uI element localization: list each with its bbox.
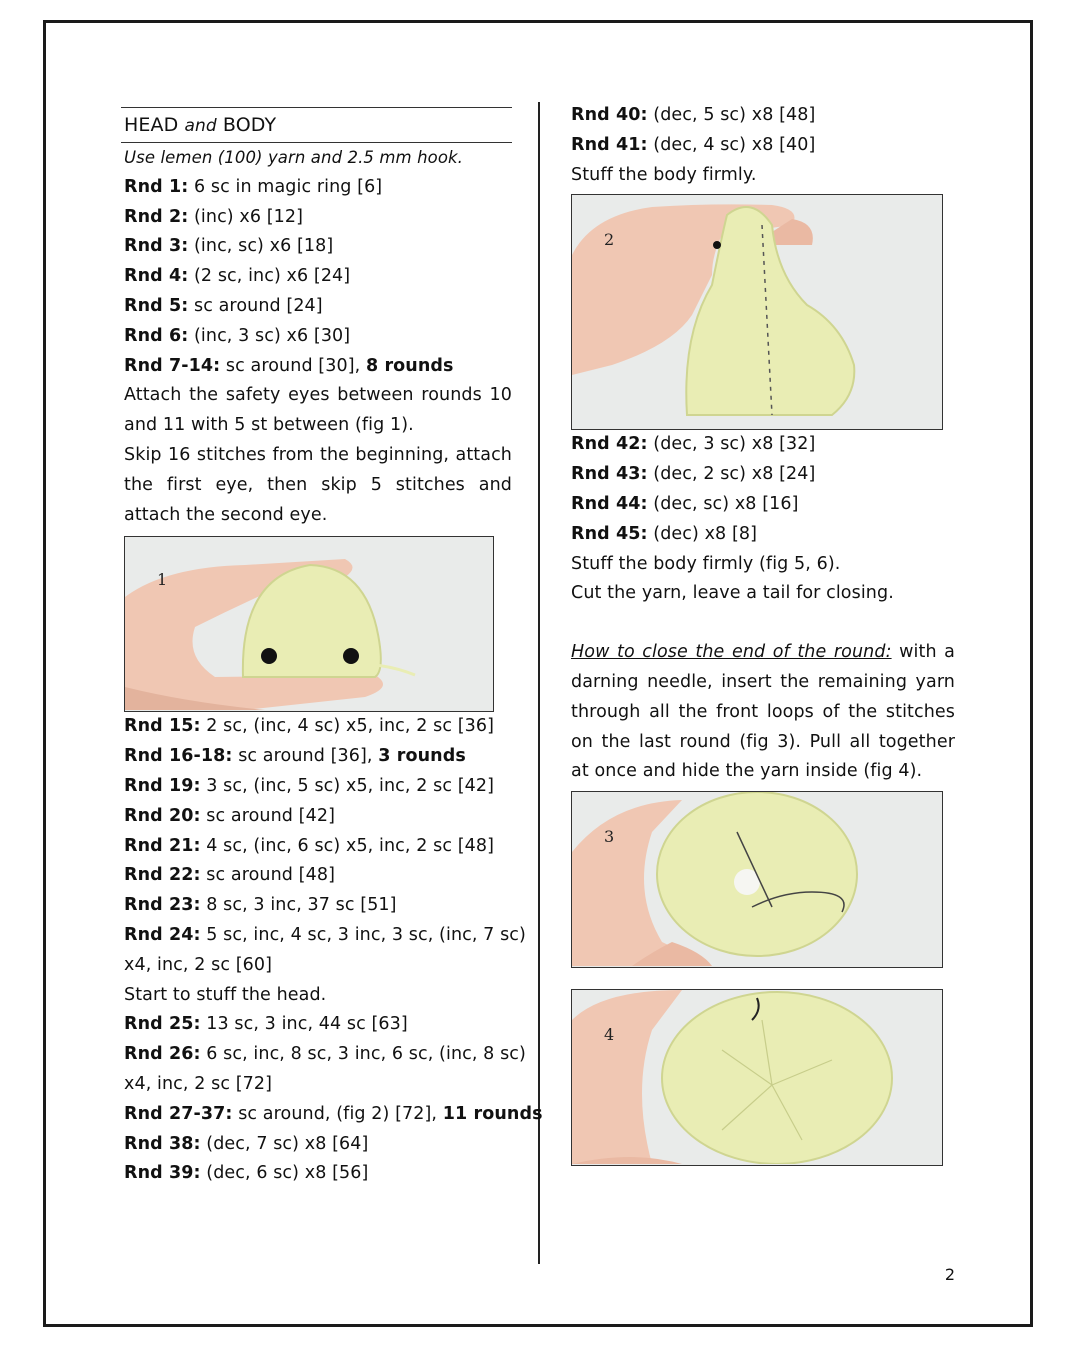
section-heading: HEAD and BODY: [121, 107, 512, 143]
round-label: Rnd 2:: [124, 206, 189, 227]
round-text: sc around, (fig 2) [72],: [232, 1103, 443, 1124]
pattern-line: [571, 430, 955, 460]
pattern-line: [124, 742, 512, 772]
round-text: 3 sc, (inc, 5 sc) x5, inc, 2 sc [42]: [200, 775, 495, 796]
round-label: Rnd 16-18:: [124, 746, 233, 767]
pattern-line: [124, 772, 512, 802]
pattern-line: [124, 861, 512, 891]
round-text: 5 sc, inc, 4 sc, 3 inc, 3 sc, (inc, 7 sc): [200, 924, 526, 945]
round-text: 6 sc, inc, 8 sc, 3 inc, 6 sc, (inc, 8 sc): [200, 1044, 526, 1065]
round-text: Cut the yarn, leave a tail for closing.: [571, 583, 894, 604]
pattern-line: [124, 322, 512, 352]
round-text: (dec, sc) x8 [16]: [647, 493, 799, 514]
rounds-list-3: [571, 101, 955, 190]
figure-2-illustration: [572, 195, 941, 428]
round-label: Rnd 44:: [571, 493, 648, 514]
round-text: x4, inc, 2 sc [60]: [124, 954, 273, 975]
round-label: Rnd 24:: [124, 924, 201, 945]
round-text: sc around [42]: [200, 805, 335, 826]
round-label: Rnd 26:: [124, 1044, 201, 1065]
pattern-line: [124, 921, 526, 951]
rounds-list-1: [124, 173, 512, 382]
round-text: sc around [30],: [220, 355, 366, 376]
round-label: Rnd 20:: [124, 805, 201, 826]
round-label: Rnd 5:: [124, 295, 189, 316]
round-text: 2 sc, (inc, 4 sc) x5, inc, 2 sc [36]: [200, 716, 495, 737]
pattern-line: [124, 203, 512, 233]
round-text: 8 sc, 3 inc, 37 sc [51]: [200, 895, 397, 916]
pattern-line: [124, 951, 512, 981]
pattern-line: [124, 1040, 526, 1070]
round-label: Rnd 19:: [124, 775, 201, 796]
figure-4-photo: [571, 989, 943, 1166]
pattern-line: [124, 352, 512, 382]
round-label: Rnd 39:: [124, 1163, 201, 1184]
left-column: [124, 107, 543, 1189]
figure-2-photo: [571, 194, 943, 430]
figure-1-label: 1: [157, 570, 168, 590]
round-label: Rnd 7-14:: [124, 355, 221, 376]
pattern-line: [124, 1070, 512, 1100]
column-divider: [538, 102, 540, 1264]
pattern-line: [124, 891, 512, 921]
round-text: (dec, 5 sc) x8 [48]: [647, 105, 816, 125]
round-label: Rnd 42:: [571, 434, 648, 455]
round-label: Rnd 41:: [571, 134, 648, 155]
round-text: x4, inc, 2 sc [72]: [124, 1073, 273, 1094]
pattern-line: [571, 550, 955, 580]
round-text: (dec, 3 sc) x8 [32]: [647, 434, 816, 455]
figure-4-label: 4: [604, 1025, 615, 1045]
rounds-list-4: [571, 430, 955, 609]
figure-3-illustration: [572, 792, 941, 966]
round-count: 3 rounds: [378, 746, 466, 767]
pattern-line: [124, 1130, 512, 1160]
round-label: Rnd 4:: [124, 266, 189, 287]
pattern-line: [124, 1159, 512, 1189]
round-count: 8 rounds: [365, 355, 454, 376]
round-text: (dec, 6 sc) x8 [56]: [200, 1163, 369, 1184]
round-text: sc around [48]: [200, 865, 335, 886]
pattern-line: [571, 520, 955, 550]
round-text: (inc, 3 sc) x6 [30]: [188, 325, 351, 346]
round-text: (dec, 7 sc) x8 [64]: [200, 1133, 369, 1154]
round-label: Rnd 38:: [124, 1133, 201, 1154]
figure-2-label: 2: [604, 230, 615, 250]
round-text: Stuff the body firmly.: [571, 164, 757, 185]
round-text: (dec) x8 [8]: [647, 523, 758, 544]
right-column: [571, 101, 955, 1166]
figure-1-photo: [124, 536, 494, 712]
round-label: Rnd 40:: [571, 105, 648, 125]
pattern-line: [124, 832, 512, 862]
round-label: Rnd 1:: [124, 176, 189, 197]
eyes-instruction-2: Skip 16 stitches from the beginning, attach the first eye, then skip 5 stitches and attach the second eye.: [124, 444, 512, 525]
pattern-line: [124, 802, 512, 832]
round-label: Rnd 43:: [571, 464, 648, 485]
round-text: (2 sc, inc) x6 [24]: [188, 266, 351, 287]
pattern-line: [124, 1100, 543, 1130]
round-text: sc around [24]: [188, 295, 323, 316]
round-text: 6 sc in magic ring [6]: [188, 176, 383, 197]
pattern-line: [571, 579, 955, 609]
round-text: Start to stuff the head.: [124, 984, 327, 1005]
pattern-line: [571, 490, 955, 520]
figure-1-illustration: [125, 537, 492, 710]
round-label: Rnd 21:: [124, 835, 201, 856]
pattern-line: [124, 712, 512, 742]
pattern-line: [124, 173, 512, 203]
round-label: Rnd 22:: [124, 865, 201, 886]
round-label: Rnd 27-37:: [124, 1103, 233, 1124]
round-label: Rnd 25:: [124, 1014, 201, 1035]
round-text: 4 sc, (inc, 6 sc) x5, inc, 2 sc [48]: [200, 835, 495, 856]
round-label: Rnd 6:: [124, 325, 189, 346]
round-text: (dec, 2 sc) x8 [24]: [647, 464, 816, 485]
round-label: Rnd 3:: [124, 236, 189, 257]
pattern-line: [571, 131, 955, 161]
closing-instruction: How to close the end of the round: with a darning needle, insert the remaining yarn through all the front loops of the stitches on the last round (fig 3). Pull all together at once and hide the yarn inside (fig 4).: [571, 642, 955, 782]
pattern-line: [571, 460, 955, 490]
closing-title: How to close the end of the round:: [571, 642, 892, 663]
round-text: (inc, sc) x6 [18]: [188, 236, 334, 257]
rounds-list-2: [124, 712, 543, 1189]
pattern-line: [124, 1010, 512, 1040]
pattern-line: [571, 161, 955, 191]
round-label: Rnd 15:: [124, 716, 201, 737]
pattern-line: [124, 981, 512, 1011]
round-label: Rnd 45:: [571, 523, 648, 544]
round-text: (inc) x6 [12]: [188, 206, 304, 227]
figure-3-label: 3: [604, 827, 615, 847]
round-text: (dec, 4 sc) x8 [40]: [647, 134, 816, 155]
round-text: sc around [36],: [232, 746, 379, 767]
pattern-line: [571, 101, 955, 131]
round-count: 11 rounds: [442, 1103, 543, 1124]
pattern-line: [124, 232, 512, 262]
figure-4-illustration: [572, 990, 941, 1164]
eyes-instruction-1: Attach the safety eyes between rounds 10 and 11 with 5 st between (fig 1).: [124, 385, 512, 436]
figure-3-photo: [571, 791, 943, 968]
round-text: 13 sc, 3 inc, 44 sc [63]: [200, 1014, 408, 1035]
pattern-line: [124, 262, 512, 292]
round-label: Rnd 23:: [124, 895, 201, 916]
round-text: Stuff the body firmly (fig 5, 6).: [571, 553, 841, 574]
yarn-instructions: Use lemen (100) yarn and 2.5 mm hook.: [124, 148, 464, 167]
page-number: 2: [944, 1265, 955, 1284]
pattern-line: [124, 292, 512, 322]
